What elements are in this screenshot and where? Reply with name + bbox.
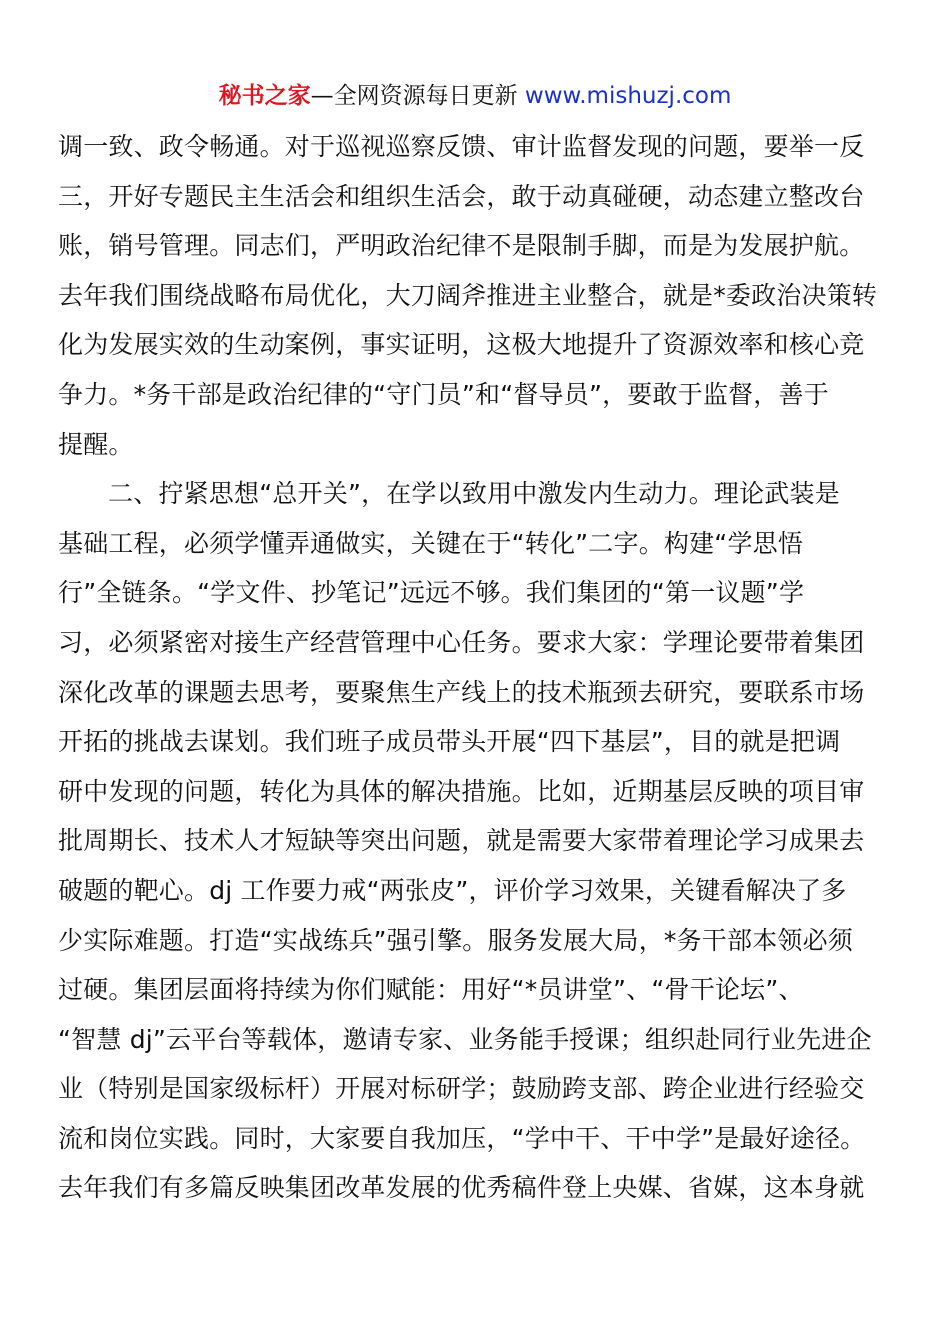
text-line: 账，销号管理。同志们，严明政治纪律不是限制手脚，而是为发展护航。 bbox=[58, 231, 865, 261]
text-line: 三，开好专题民主生活会和组织生活会，敢于动真碰硬，动态建立整改台 bbox=[58, 181, 865, 211]
site-banner bbox=[0, 80, 950, 112]
text-line: 破题的靶心。dj 工作要力戒“两张皮”，评价学习效果，关键看解决了多 bbox=[58, 875, 847, 905]
text-line: 提醒。 bbox=[58, 429, 134, 459]
text-line: 去年我们有多篇反映集团改革发展的优秀稿件登上央媒、省媒，这本身就 bbox=[58, 1173, 865, 1203]
text-line: 业（特别是国家级标杆）开展对标研学；鼓励跨支部、跨企业进行经验交 bbox=[58, 1074, 865, 1104]
text-line: “智慧 dj”云平台等载体，邀请专家、业务能手授课；组织赴同行业先进企 bbox=[58, 1024, 872, 1054]
text-line: 行”全链条。“学文件、抄笔记”远远不够。我们集团的“第一议题”学 bbox=[58, 578, 805, 608]
text-line: 流和岗位实践。同时，大家要自我加压，“学中干、干中学”是最好途径。 bbox=[58, 1123, 866, 1153]
text-line: 基础工程，必须学懂弄通做实，关键在于“转化”二字。构建“学思悟 bbox=[58, 528, 804, 558]
text-line: 调一致、政令畅通。对于巡视巡察反馈、审计监督发现的问题，要举一反 bbox=[58, 132, 865, 161]
text-line: 少实际难题。打造“实战练兵”强引擎。服务发展大局，*务干部本领必须 bbox=[58, 925, 854, 955]
text-line: 批周期长、技术人才短缺等突出问题，就是需要大家带着理论学习成果去 bbox=[58, 826, 865, 856]
text-line: 化为发展实效的生动案例，事实证明，这极大地提升了资源效率和核心竞 bbox=[58, 330, 865, 360]
text-line: 过硬。集团层面将持续为你们赋能：用好“*员讲堂”、“骨干论坛”、 bbox=[58, 975, 804, 1005]
banner-tagline: —全网资源每日更新 bbox=[310, 83, 525, 109]
text-line: 去年我们围绕战略布局优化，大刀阔斧推进主业整合，就是*委政治决策转 bbox=[58, 280, 878, 310]
brand-name: 秘书之家 bbox=[218, 83, 311, 109]
text-line: 开拓的挑战去谋划。我们班子成员带头开展“四下基层”，目的就是把调 bbox=[58, 727, 841, 757]
text-line: 研中发现的问题，转化为具体的解决措施。比如，近期基层反映的项目审 bbox=[58, 776, 865, 806]
section-heading-line: 二、拧紧思想“总开关”，在学以致用中激发内生动力。理论武装是 bbox=[108, 479, 840, 509]
text-line: 争力。*务干部是政治纪律的“守门员”和“督导员”，要敢于监督，善于 bbox=[58, 379, 829, 409]
site-url-link[interactable]: www.mishuzj.com bbox=[524, 83, 732, 109]
text-line: 习，必须紧密对接生产经营管理中心任务。要求大家：学理论要带着集团 bbox=[58, 627, 865, 657]
text-line: 深化改革的课题去思考，要聚焦生产线上的技术瓶颈去研究，要联系市场 bbox=[58, 677, 865, 707]
document-body bbox=[58, 122, 898, 1213]
